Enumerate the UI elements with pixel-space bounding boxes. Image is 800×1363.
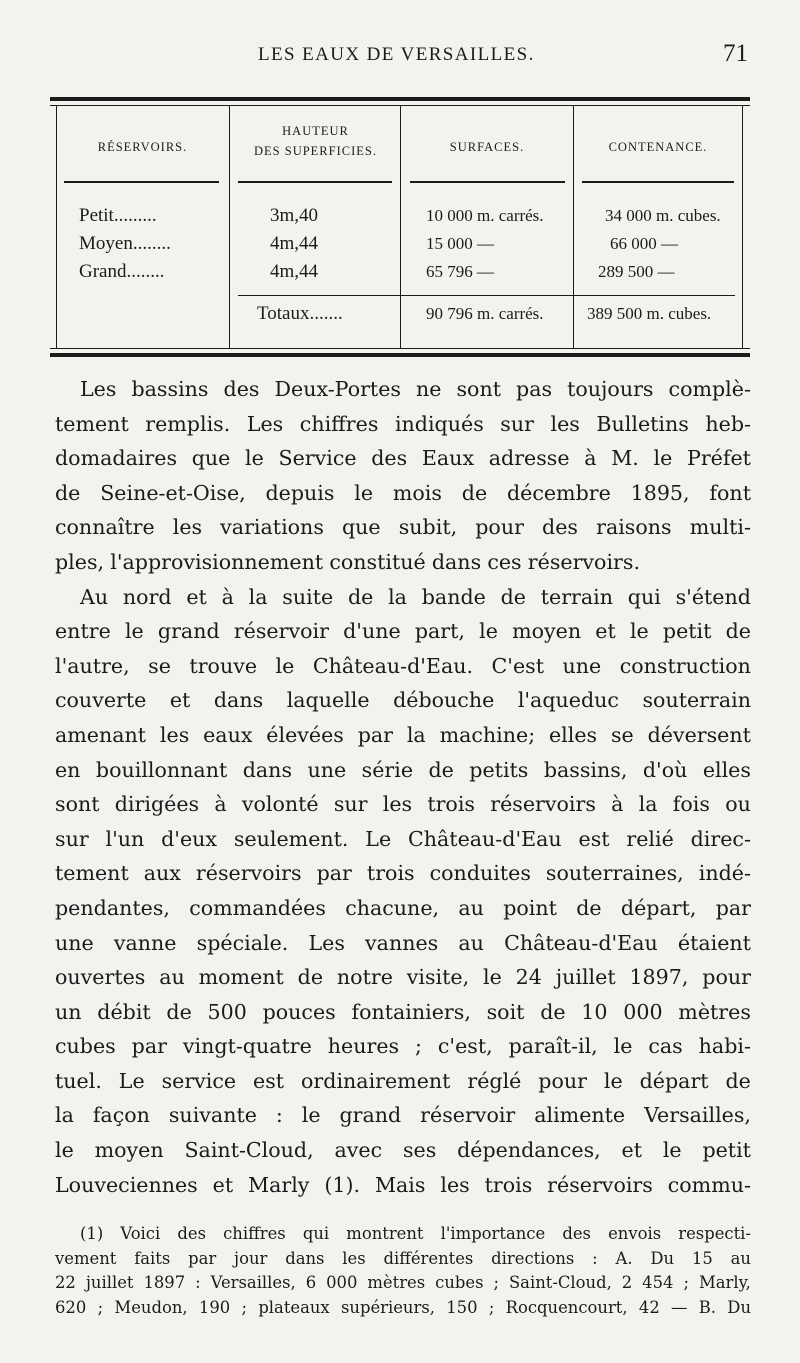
footnote-line: 22 juillet 1897 : Versailles, 6 000 mètres cubes ; Saint-Cloud, 2 454 ; Marly, <box>55 1273 751 1292</box>
row-surface: 65 796 — <box>426 262 494 281</box>
running-title: LES EAUX DE VERSAILLES. <box>258 44 535 65</box>
table-col-rule <box>229 105 230 349</box>
text-line: sur l'un d'eux seulement. Le Château-d'Eau est relié direc- <box>55 826 751 851</box>
header-rule <box>238 181 392 183</box>
text-line: tement aux réservoirs par trois conduites souterraines, indé- <box>55 861 751 886</box>
total-surface: 90 796 m. carrés. <box>426 304 544 323</box>
row-capacity: 66 000 — <box>610 234 678 253</box>
col-header-hauteur: HAUTEUR <box>282 124 349 138</box>
text-line: amenant les eaux élevées par la machine; elles se déversent <box>55 722 751 747</box>
row-surface: 15 000 — <box>426 234 494 253</box>
text-line: Louveciennes et Marly (1). Mais les trois réservoirs commu- <box>55 1172 751 1197</box>
total-rule <box>238 295 735 296</box>
text-line: ples, l'approvisionnement constitué dans ces réservoirs. <box>55 549 640 574</box>
row-height: 4m,44 <box>270 233 319 254</box>
text-line: tuel. Le service est ordinairement réglé pour le départ de <box>55 1068 751 1093</box>
header-rule <box>64 181 219 183</box>
col-header-surfaces: SURFACES. <box>449 140 525 154</box>
text-line: connaître les variations que subit, pour des raisons multi- <box>55 515 751 540</box>
header-rule <box>582 181 734 183</box>
text-line: Au nord et à la suite de la bande de terrain qui s'étend <box>80 584 751 609</box>
row-name: Petit......... <box>79 205 157 226</box>
total-capacity: 389 500 m. cubes. <box>587 304 712 323</box>
footnote-line: 620 ; Meudon, 190 ; plateaux supérieurs, 150 ; Rocquencourt, 42 — B. Du <box>55 1297 751 1317</box>
text-line: en bouillonnant dans une série de petits bassins, d'où elles <box>55 757 751 782</box>
page-number: 71 <box>723 40 748 67</box>
text-line: pendantes, commandées chacune, au point de départ, par <box>55 895 751 920</box>
col-header-reservoirs: RÉSERVOIRS. <box>97 140 188 154</box>
row-surface: 10 000 m. carrés. <box>426 206 544 225</box>
text-line: un débit de 500 pouces fontainiers, soit de 10 000 mètres <box>55 999 751 1024</box>
reservoir-table <box>50 97 750 357</box>
text-line: entre le grand réservoir d'une part, le moyen et le petit de <box>55 619 751 644</box>
body-text <box>55 372 751 1202</box>
col-header-superficies: DES SUPERFICIES. <box>254 144 377 158</box>
text-line: sont dirigées à volonté sur les trois réservoirs à la fois ou <box>55 792 751 817</box>
table-col-rule <box>573 105 574 349</box>
text-line: le moyen Saint-Cloud, avec ses dépendances, et le petit <box>55 1138 751 1163</box>
text-line: de Seine-et-Oise, depuis le mois de décembre 1895, font <box>55 480 751 505</box>
table-left-rule <box>56 105 57 349</box>
text-line: cubes par vingt-quatre heures ; c'est, paraît-il, le cas habi- <box>55 1034 751 1059</box>
row-height: 4m,44 <box>270 261 319 282</box>
table-right-rule <box>742 105 743 349</box>
row-name: Grand........ <box>79 261 165 282</box>
row-capacity: 289 500 — <box>598 262 675 281</box>
running-head <box>0 40 800 74</box>
row-capacity: 34 000 m. cubes. <box>605 206 721 225</box>
text-line: la façon suivante : le grand réservoir alimente Versailles, <box>55 1103 751 1128</box>
text-line: l'autre, se trouve le Château-d'Eau. C'est une construction <box>55 653 751 678</box>
col-header-contenance: CONTENANCE. <box>608 140 708 154</box>
total-label: Totaux....... <box>257 303 343 324</box>
text-line: ouvertes au moment de notre visite, le 24 juillet 1897, pour <box>55 965 751 990</box>
text-line: domadaires que le Service des Eaux adresse à M. le Préfet <box>55 446 751 471</box>
row-height: 3m,40 <box>270 205 319 226</box>
text-line: Les bassins des Deux-Portes ne sont pas toujours complè- <box>80 377 751 401</box>
footnote-line: (1) Voici des chiffres qui montrent l'importance des envois respecti- <box>80 1224 751 1243</box>
text-line: une vanne spéciale. Les vannes au Château-d'Eau étaient <box>55 930 751 955</box>
text-line: couverte et dans laquelle débouche l'aqueduc souterrain <box>55 688 751 713</box>
header-rule <box>410 181 565 183</box>
text-line: tement remplis. Les chiffres indiqués sur les Bulletins heb- <box>55 411 751 436</box>
table-col-rule <box>400 105 401 349</box>
footnote-line: vement faits par jour dans les différentes directions : A. Du 15 au <box>55 1248 751 1268</box>
footnote <box>55 1222 751 1320</box>
row-name: Moyen........ <box>79 233 171 254</box>
